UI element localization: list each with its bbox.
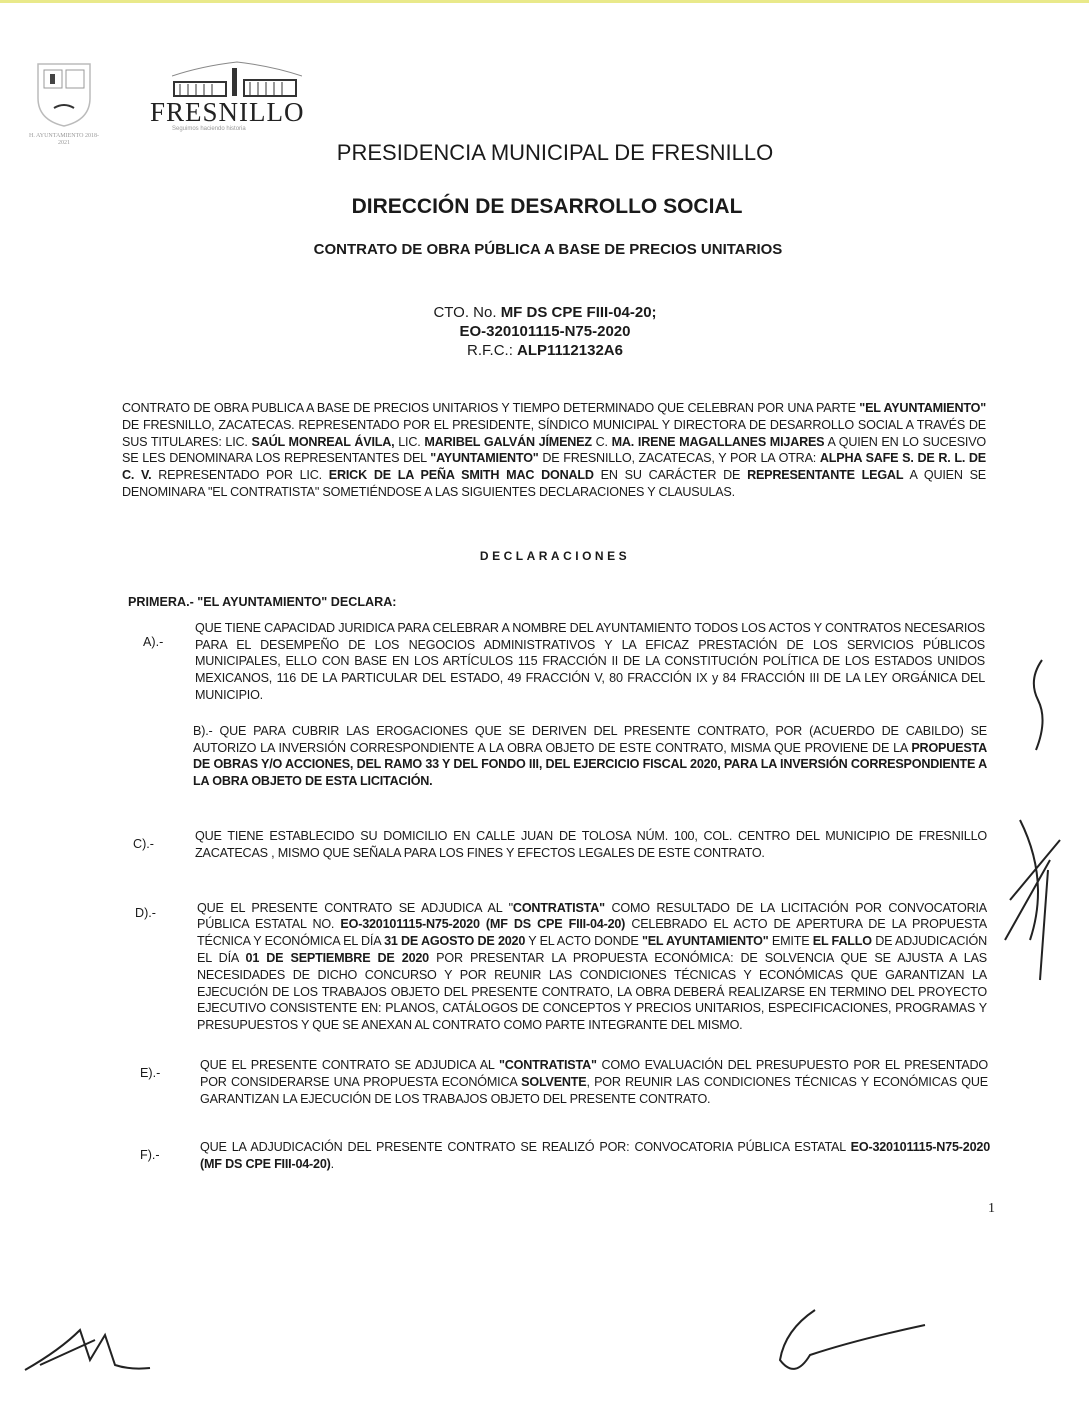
text: 01 DE SEPTIEMBRE DE 2020 — [245, 950, 429, 965]
clause-f-text — [200, 1139, 990, 1173]
clause-c-text: QUE TIENE ESTABLECIDO SU DOMICILIO EN CALLE JUAN DE TOLOSA NÚM. 100, COL. CENTRO DEL MUNICIPIO DE FRESNILLO ZACATECAS , MISMO QUE SEÑALA PARA LOS FINES Y EFECTOS LEGALES DE ESTE CONTRATO. — [195, 828, 987, 860]
text: CONTRATISTA" — [512, 900, 605, 915]
clause-f — [140, 1139, 1089, 1173]
text: REPRESENTANTE LEGAL — [747, 468, 904, 483]
clause-f-label: F).- — [140, 1148, 160, 1163]
text: EO-320101115-N75-2020 (MF DS CPE FIII-04-20) — [200, 1140, 990, 1172]
rfc-prefix: R.F.C.: — [467, 342, 518, 359]
text: A QUIEN EN LO SUCESIVO SE LES DENOMINARA LOS REPRESENTANTES DEL — [122, 434, 986, 466]
declaraciones-heading: DECLARACIONES — [479, 548, 631, 563]
text: C. — [591, 434, 612, 449]
text: ERICK DE LA PEÑA SMITH MAC DONALD — [328, 468, 594, 483]
logo-text: FRESNILLO — [150, 97, 305, 127]
rfc-value: ALP1112132A6 — [517, 342, 623, 359]
text: EL FALLO — [812, 934, 872, 949]
clause-e-label: E).- — [140, 1065, 161, 1080]
cto-line — [380, 303, 710, 322]
contract-type: CONTRATO DE OBRA PÚBLICA A BASE DE PRECIOS UNITARIOS — [313, 241, 783, 258]
text: DE ADJUDICACIÓN EL DÍA — [197, 934, 987, 965]
text: CONTRATO DE OBRA PUBLICA A BASE DE PRECIOS UNITARIOS Y TIEMPO DETERMINADO QUE CELEBRAN POR UNA PARTE — [122, 401, 860, 415]
clause-b-text — [193, 723, 987, 790]
text: QUE EL PRESENTE CONTRATO SE ADJUDICA AL — [200, 1057, 500, 1072]
text: B).- QUE PARA CUBRIR LAS EROGACIONES QUE SE DERIVEN DEL PRESENTE CONTRATO, POR (ACUERDO DE CABILDO) SE AUTORIZO LA INVERSIÓN CORRESPONDIENTE A LA OBRA OBJETO DE ESTE CONTRATO, MISMA QUE PROVIENE DE LA — [193, 723, 987, 755]
text: DE FRESNILLO, ZACATECAS. REPRESENTADO POR EL PRESIDENTE, SÍNDICO MUNICIPAL Y DIRECTORA DE DESARROLLO SOCIAL A TRAVÉS DE SUS TITULARES: LIC. — [122, 417, 986, 449]
primera-heading: PRIMERA.- "EL AYUNTAMIENTO" DECLARA: — [128, 594, 397, 609]
clause-d — [135, 900, 1089, 1034]
text: Y EL ACTO DONDE — [525, 934, 642, 949]
text: A QUIEN SE DENOMINARA "EL CONTRATISTA" SOMETIÉNDOSE A LAS SIGUIENTES DECLARACIONES Y CLAUSULAS. — [122, 468, 987, 499]
text: SOLVENTE — [521, 1074, 587, 1089]
text: COMO RESULTADO DE LA LICITACIÓN POR CONVOCATORIA PÚBLICA ESTATAL NO. — [197, 900, 987, 932]
text: EO-320101115-N75-2020 (MF DS CPE FIII-04-20) — [340, 917, 626, 932]
municipal-seal-logo — [28, 58, 100, 147]
text: QUE LA ADJUDICACIÓN DEL PRESENTE CONTRATO SE REALIZÓ POR: CONVOCATORIA PÚBLICA ESTATAL — [200, 1140, 851, 1155]
text: "AYUNTAMIENTO" — [430, 451, 539, 466]
text: 31 DE AGOSTO DE 2020 — [384, 934, 526, 949]
text: , POR REUNIR LAS CONDICIONES TÉCNICAS Y ECONÓMICAS QUE GARANTIZAN LA EJECUCIÓN DE LOS TRABAJOS OBJETO DEL PRESENTE CONTRATO. — [200, 1074, 988, 1106]
text: POR PRESENTAR LA PROPUESTA ECONÓMICA: DE SOLVENCIA QUE SE AJUSTA A LAS NECESIDADES DE DICHO CONCURSO Y POR REUNIR LAS CONDICIONES TÉCNICAS Y ECONÓMICAS QUE GARANTIZAN LA EJECUCIÓN DE LOS TRABAJOS OBJETO DEL PRESENTE CONTRATO, LA OBRA DEBERÁ REALIZARSE EN TERMINO DEL PROYECTO EJECUTIVO CONSISTENTE EN: PLANOS, CATÁLOGOS DE CONCEPTOS Y PRECIOS UNITARIOS, ESPECIFICACIONES, PROGRAMAS Y PRESUPUESTOS Y QUE SE ANEXAN AL CONTRATO COMO PARTE INTEGRANTE DEL MISMO. — [197, 950, 987, 1033]
text: PROPUESTA DE OBRAS Y/O ACCIONES, DEL RAMO 33 Y DEL FONDO III, DEL EJERCICIO FISCAL 2020, PARA LA INVERSIÓN CORRESPONDIENTE A LA OBRA OBJETO DE ESTA LICITACIÓN. — [193, 740, 987, 789]
seal-caption: H. AYUNTAMIENTO 2018-2021 — [28, 133, 100, 146]
text: MARIBEL GALVÁN JÍMENEZ — [424, 434, 592, 449]
intro-paragraph — [122, 400, 986, 501]
page-title: PRESIDENCIA MUNICIPAL DE FRESNILLO — [336, 140, 774, 165]
clause-d-label: D).- — [135, 905, 156, 920]
text: ALPHA SAFE S. DE R. L. DE C. V. — [122, 451, 987, 483]
text: "EL AYUNTAMIENTO" — [859, 401, 986, 415]
clause-e — [140, 1057, 1089, 1107]
text: SAÚL MONREAL ÁVILA, — [251, 434, 395, 449]
contract-ids — [380, 303, 710, 360]
page-subtitle: DIRECCIÓN DE DESARROLLO SOCIAL — [351, 195, 743, 218]
signature-right — [755, 1300, 935, 1385]
text: LIC. — [394, 434, 425, 449]
clause-a-text: QUE TIENE CAPACIDAD JURIDICA PARA CELEBRAR A NOMBRE DEL AYUNTAMIENTO TODOS LOS ACTOS Y CONTRATOS NECESARIOS PARA EL DESEMPEÑO DE LOS NEGOCIOS ADMINISTRATIVOS Y LA EFICAZ PRESTACIÓN DE LOS SERVICIOS PÚBLICOS MUNICIPALES, ELLO CON BASE EN LOS ARTÍCULOS 115 FRACCIÓN II DE LA CONSTITUCIÓN POLÍTICA DE LOS ESTADOS UNIDOS MEXICANOS, 116 DE LA PARTICULAR DEL ESTADO, 49 FRACCIÓN V, 80 FRACCIÓN IX y 84 FRACCIÓN III DE LA LEY ORGÁNICA DEL MUNICIPIO. — [195, 620, 985, 702]
text: CELEBRADO EL ACTO DE APERTURA DE LA PROPUESTA TÉCNICA Y ECONÓMICA EL DÍA — [197, 917, 987, 949]
clause-e-text — [200, 1057, 988, 1107]
page-number: 1 — [988, 1200, 995, 1216]
clause-d-text — [197, 900, 987, 1034]
text: EN SU CARÁCTER DE — [593, 468, 748, 483]
text: REPRESENTADO POR LIC. — [151, 468, 329, 483]
clause-c — [133, 828, 1089, 862]
clause-c-label: C).- — [133, 836, 154, 851]
text: "CONTRATISTA" — [499, 1057, 597, 1072]
cto-number: MF DS CPE FIII-04-20; — [500, 304, 657, 321]
header-logos — [0, 0, 1089, 146]
logo-slogan: Seguimos haciendo historia — [172, 126, 246, 132]
clause-a — [143, 620, 1089, 704]
cto-prefix: CTO. No. — [433, 304, 501, 321]
text: MA. IRENE MAGALLANES MIJARES — [611, 434, 825, 449]
text: DE FRESNILLO, ZACATECAS, Y POR LA OTRA: — [538, 451, 820, 466]
text: "EL AYUNTAMIENTO" — [641, 934, 769, 949]
text: COMO EVALUACIÓN DEL PRESUPUESTO POR EL PRESENTADO POR CONSIDERARSE UNA PROPUESTA ECONÓMICA — [200, 1057, 988, 1089]
fresnillo-logo — [150, 58, 320, 133]
text: EMITE — [768, 934, 813, 949]
clause-a-label: A).- — [143, 634, 164, 649]
signature-left — [20, 1320, 160, 1380]
eo-number: EO-320101115-N75-2020 — [459, 323, 631, 340]
text: . — [330, 1157, 334, 1172]
text: QUE EL PRESENTE CONTRATO SE ADJUDICA AL " — [197, 900, 513, 915]
rfc-line — [380, 341, 710, 360]
